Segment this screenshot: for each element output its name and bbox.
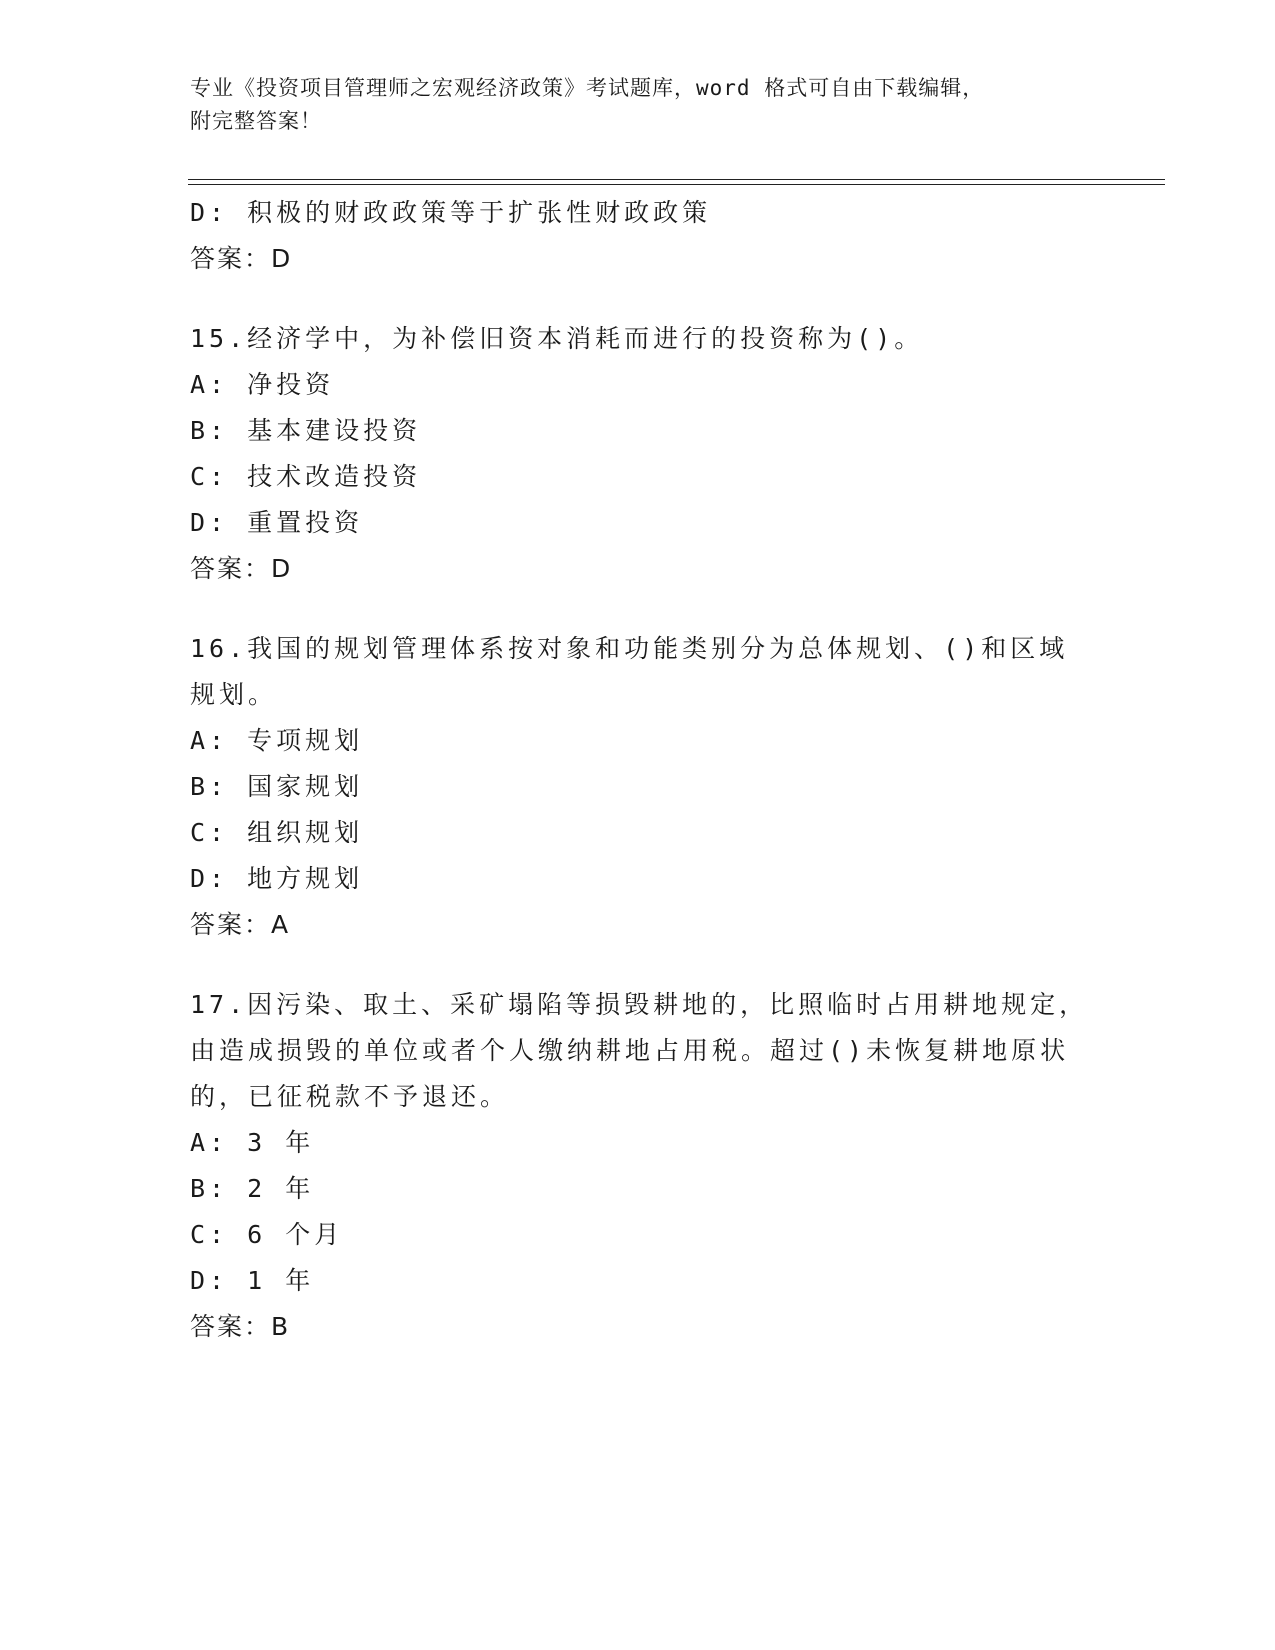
option-b: B: 2 年	[190, 1174, 315, 1203]
option-a: A: 专项规划	[190, 726, 364, 755]
option-b: B: 基本建设投资	[190, 416, 422, 445]
option-d: D: 积极的财政政策等于扩张性财政政策	[190, 198, 712, 227]
option-a: A: 净投资	[190, 370, 335, 399]
header-divider-top	[188, 179, 1165, 180]
option-c: C: 6 个月	[190, 1220, 344, 1249]
document-body	[190, 190, 1090, 1350]
question-stem: 17.因污染、取土、采矿塌陷等损毁耕地的，比照临时占用耕地规定，由造成损毁的单位或者个人缴纳耕地占用税。超过()未恢复耕地原状的，已征税款不予退还。	[190, 990, 1089, 1111]
question-17	[190, 982, 1090, 1350]
question-16	[190, 626, 1090, 948]
option-b: B: 国家规划	[190, 772, 364, 801]
option-c: C: 技术改造投资	[190, 462, 422, 491]
document-header	[190, 72, 1070, 138]
header-line-1: 专业《投资项目管理师之宏观经济政策》考试题库，word 格式可自由下载编辑，	[190, 76, 985, 100]
header-line-2: 附完整答案！	[190, 109, 322, 133]
header-divider-bottom	[188, 184, 1165, 185]
answer: 答案：A	[190, 910, 291, 939]
answer: 答案：D	[190, 554, 293, 583]
question-15	[190, 316, 1090, 592]
option-d: D: 重置投资	[190, 508, 364, 537]
question-stem: 16.我国的规划管理体系按对象和功能类别分为总体规划、()和区域规划。	[190, 634, 1069, 709]
answer: 答案：D	[190, 244, 293, 273]
question-stem: 15.经济学中，为补偿旧资本消耗而进行的投资称为()。	[190, 324, 924, 353]
option-c: C: 组织规划	[190, 818, 364, 847]
option-d: D: 1 年	[190, 1266, 315, 1295]
option-d: D: 地方规划	[190, 864, 364, 893]
option-a: A: 3 年	[190, 1128, 315, 1157]
previous-question-tail	[190, 190, 1090, 282]
answer: 答案：B	[190, 1312, 291, 1341]
